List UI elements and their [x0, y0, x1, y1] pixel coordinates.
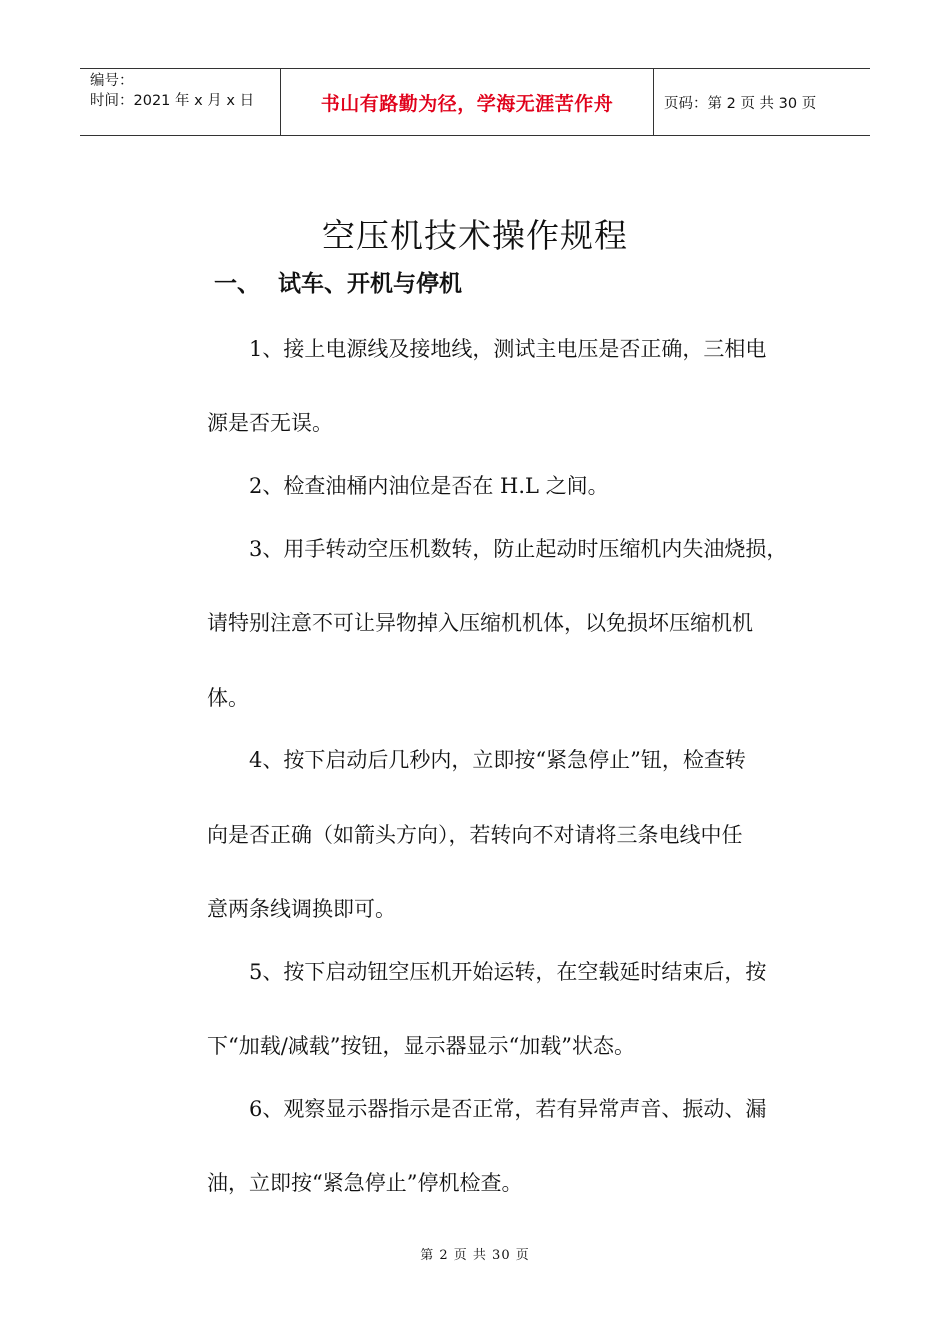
- body-line: 1、接上电源线及接地线，测试主电压是否正确，三相电: [207, 337, 767, 361]
- section-heading: [214, 266, 462, 302]
- body-line: 下“加载/减载”按钮，显示器显示“加载”状态。: [207, 1034, 636, 1058]
- body-line: 意两条线调换即可。: [207, 897, 396, 921]
- body-line: 5、按下启动钮空压机开始运转，在空载延时结束后，按: [207, 960, 767, 984]
- header-page-cell: [654, 69, 870, 135]
- motto-text: 书山有路勤为径，学海无涯苦作舟: [320, 92, 614, 115]
- body-line: 请特别注意不可让异物掉入压缩机机体，以免损坏压缩机机: [207, 611, 753, 635]
- body-line: 源是否无误。: [207, 411, 333, 435]
- body-line: 3、用手转动空压机数转，防止起动时压缩机内失油烧损，: [207, 537, 788, 561]
- document-title: 空压机技术操作规程: [322, 216, 628, 255]
- number-label: 编号：: [90, 73, 134, 89]
- header-page-info: 页码：第 2 页 共 30 页: [664, 95, 817, 112]
- body-line: 6、观察显示器指示是否正常，若有异常声音、振动、漏: [207, 1097, 767, 1121]
- header-meta-cell: [80, 69, 281, 135]
- body-line: 2、检查油桶内油位是否在 H.L 之间。: [207, 474, 609, 498]
- body-line: 4、按下启动后几秒内，立即按“紧急停止”钮，检查转: [207, 748, 746, 772]
- header-table: [80, 68, 870, 136]
- body-line: 体。: [207, 686, 249, 710]
- page-footer: 第 2 页 共 30 页: [420, 1248, 530, 1263]
- section-number: 一、: [214, 271, 260, 297]
- time-label: 时间：2021 年 x 月 x 日: [90, 93, 255, 109]
- section-title: 试车、开机与停机: [278, 271, 462, 297]
- body-line: 油，立即按“紧急停止”停机检查。: [207, 1171, 523, 1195]
- body-line: 向是否正确（如箭头方向），若转向不对请将三条电线中任: [207, 823, 743, 847]
- header-motto-cell: [281, 69, 654, 135]
